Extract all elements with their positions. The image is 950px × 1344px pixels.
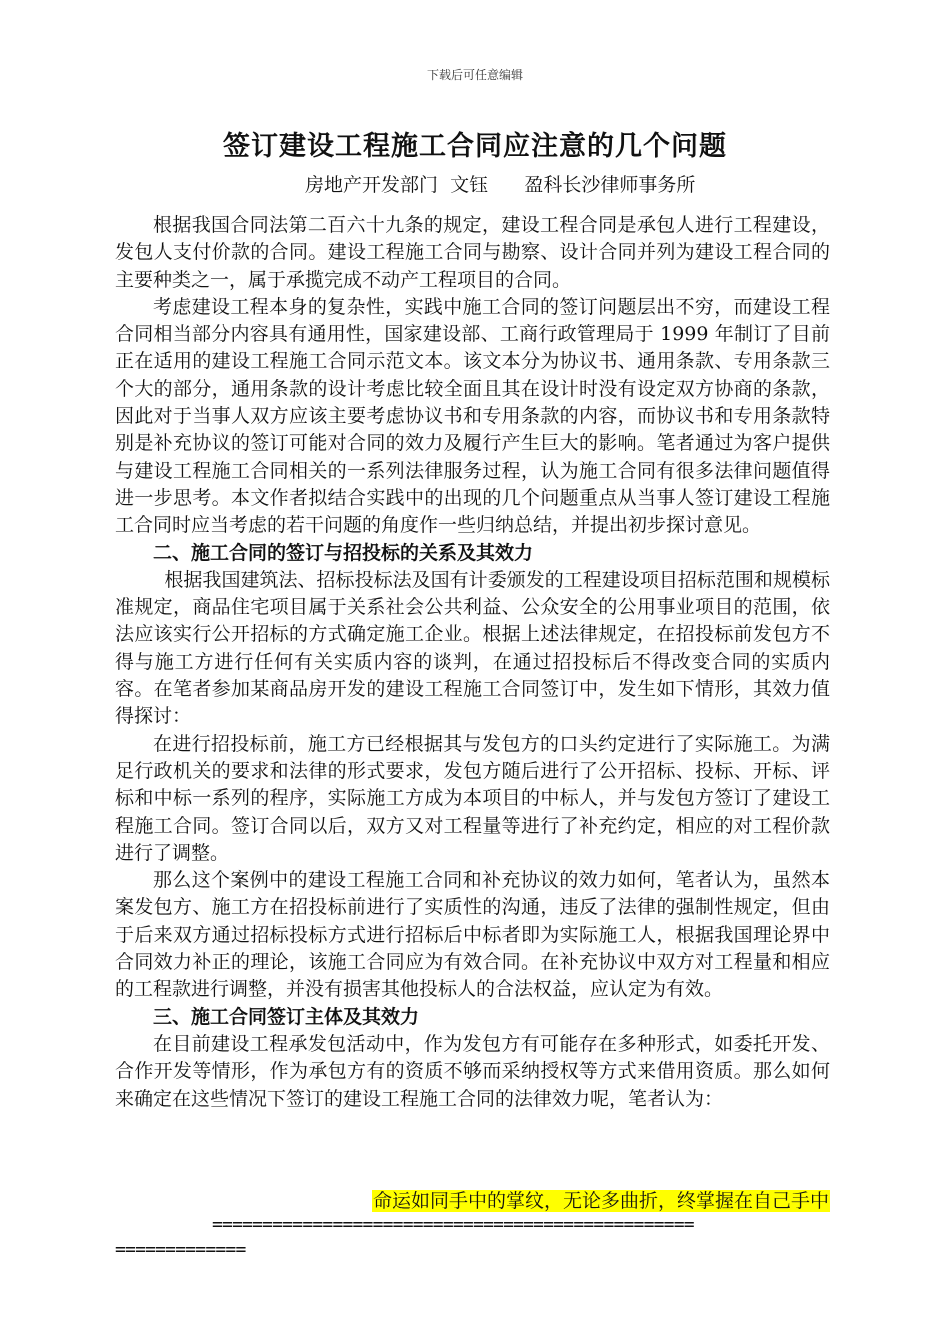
paragraph-case: 在进行招投标前，施工方已经根据其与发包方的口头约定进行了实际施工。为满足行政机关的要求和法律的形式要求，发包方随后进行了公开招标、投标、开标、评标和中标一系列的程序，实际施工方成为本项目的中标人，并与发包方签订了建设工程施工合同。签订合同以后，双方又对工程量等进行了补充约定，相应的对工程价款进行了调整。 [115, 732, 830, 864]
author-byline: 房地产开发部门 文钰 盈科长沙律师事务所 [305, 174, 696, 196]
document-title: 签订建设工程施工合同应注意的几个问题 [223, 131, 727, 162]
paragraph-analysis: 那么这个案例中的建设工程施工合同和补充协议的效力如何，笔者认为，虽然本案发包方、施工方在招投标前进行了实质性的沟通，违反了法律的强制性规定，但由于后来双方通过招标投标方式进行招标后中标者即为实际施工人，根据我国理论界中合同效力补正的理论，该施工合同应为有效合同。在补充协议中双方对工程量和相应的工程款进行调整，并没有损害其他投标人的合法权益，应认定为有效。 [115, 869, 830, 1001]
footer-quote-wrap [290, 1188, 830, 1214]
footer-quote: 命运如同手中的掌纹，无论多曲折，终掌握在自己手中 [372, 1190, 829, 1212]
separator-line-2: ============= [115, 1239, 246, 1260]
paragraph-intro: 根据我国合同法第二百六十九条的规定，建设工程合同是承包人进行工程建设，发包人支付价款的合同。建设工程施工合同与勘察、设计合同并列为建设工程合同的主要种类之一，属于承揽完成不动产工程项目的合同。 [115, 214, 830, 291]
document-body [115, 212, 830, 1113]
paragraph-bidding-law: 根据我国建筑法、招标投标法及国有计委颁发的工程建设项目招标范围和规模标准规定，商品住宅项目属于关系社会公共利益、公众安全的公用事业项目的范围，依法应该实行公开招标的方式确定施工企业。根据上述法律规定，在招投标前发包方不得与施工方进行任何有关实质内容的谈判，在通过招投标后不得改变合同的实质内容。在笔者参加某商品房开发的建设工程施工合同签订中，发生如下情形，其效力值得探讨： [115, 568, 830, 728]
separator-line-1: ================================================ [212, 1214, 694, 1235]
paragraph-background: 考虑建设工程本身的复杂性，实践中施工合同的签订问题层出不穷，而建设工程合同相当部分内容具有通用性，国家建设部、工商行政管理局于 1999 年制订了目前正在适用的建设工程施工合同示范文本。该文本分为协议书、通用条款、专用条款三个大的部分，通用条款的设计考虑比较全面且其在设计时没有设定双方协商的条款，因此对于当事人双方应该主要考虑协议书和专用条款的内容，而协议书和专用条款特别是补充协议的签订可能对合同的效力及履行产生巨大的影响。笔者通过为客户提供与建设工程施工合同相关的一系列法律服务过程，认为施工合同有很多法律问题值得进一步思考。本文作者拟结合实践中的出现的几个问题重点从当事人签订建设工程施工合同时应当考虑的若干问题的角度作一些归纳总结，并提出初步探讨意见。 [115, 295, 830, 537]
paragraph-parties: 在目前建设工程承发包活动中，作为发包方有可能存在多种形式，如委托开发、合作开发等情形，作为承包方有的资质不够而采纳授权等方式来借用资质。那么如何来确定在这些情况下签订的建设工程施工合同的法律效力呢，笔者认为： [115, 1032, 830, 1110]
header-note: 下载后可任意编辑 [426, 68, 523, 82]
section-heading-2: 二、施工合同的签订与招投标的关系及其效力 [153, 541, 534, 564]
section-heading-3: 三、施工合同签订主体及其效力 [153, 1005, 420, 1028]
